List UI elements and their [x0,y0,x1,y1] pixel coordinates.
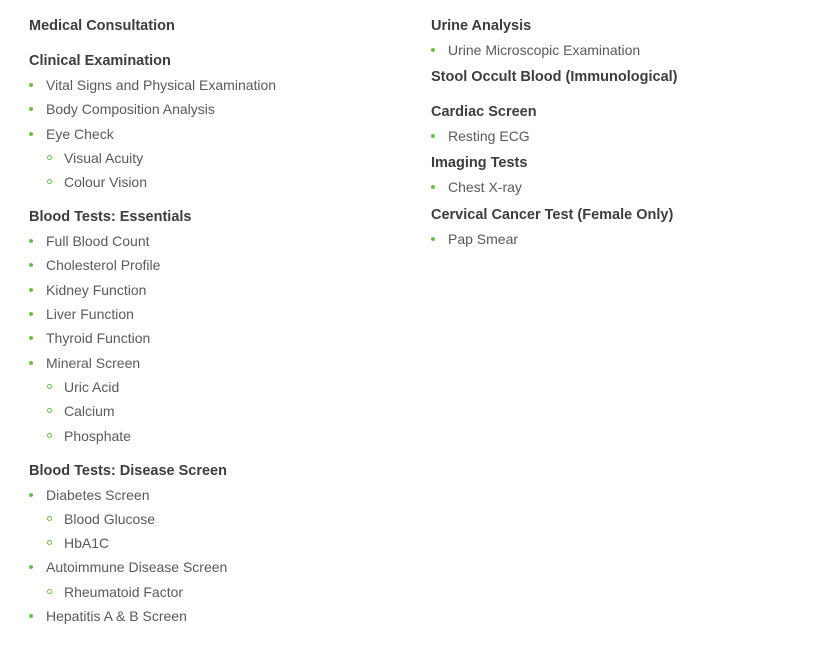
bullet-icon [431,185,435,189]
section-urine-analysis [431,16,801,60]
sub-list-item-label: Calcium [64,403,115,420]
sub-list-item-label: Uric Acid [64,378,120,395]
sub-list-item-label: Phosphate [64,427,131,444]
sub-item-list [47,148,399,192]
list-item [431,126,801,146]
sub-list-item [47,533,399,553]
section-title: Stool Occult Blood (Immunological) [431,69,678,85]
list-item-label: Body Composition Analysis [46,101,215,118]
list-item [29,606,399,626]
section-cervical-cancer-test-female-only [431,205,801,249]
item-list [431,229,801,249]
list-item [29,304,399,324]
sub-list-item [47,148,399,168]
section-title: Imaging Tests [431,155,528,171]
section-medical-consultation [29,16,399,36]
section-clinical-examination [29,51,399,192]
item-list [431,40,801,60]
sub-list-item [47,509,399,529]
list-item-label: Urine Microscopic Examination [448,42,641,58]
bullet-icon [29,312,33,316]
bullet-icon [29,239,33,243]
section-title: Medical Consultation [29,18,175,34]
hollow-bullet-icon [47,408,52,413]
bullet-icon [29,493,33,497]
hollow-bullet-icon [47,155,52,160]
sub-list-item [47,172,399,192]
sub-item-list [47,509,399,553]
hollow-bullet-icon [47,179,52,184]
bullet-icon [431,237,435,241]
list-item-label: Resting ECG [448,128,530,144]
sub-list-item [47,377,399,397]
list-item-label: Vital Signs and Physical Examination [46,77,277,93]
sub-list-item [47,401,399,421]
section-title: Blood Tests: Disease Screen [29,462,227,479]
list-item [431,40,801,60]
sub-list-item-label: Visual Acuity [64,149,144,166]
section-cardiac-screen [431,102,801,146]
item-list [431,126,801,146]
list-item [29,280,399,300]
bullet-icon [29,83,33,87]
list-item-label: Pap Smear [448,231,519,247]
list-item-label: Liver Function [46,306,134,323]
list-item-label: Eye Check [46,125,114,142]
list-item-label: Kidney Function [46,281,147,298]
sub-list-item-label: Blood Glucose [64,510,156,527]
bullet-icon [29,263,33,267]
list-item-label: Autoimmune Disease Screen [46,559,228,576]
right-column [431,16,801,253]
list-item [29,353,399,446]
sub-item-list [47,582,399,602]
list-item [29,557,399,601]
item-list [29,75,399,192]
list-item [431,229,801,249]
bullet-icon [29,107,33,111]
list-item [29,328,399,348]
section-title: Clinical Examination [29,53,171,69]
list-item [29,255,399,275]
list-item [29,124,399,193]
list-item [29,231,399,251]
hollow-bullet-icon [47,384,52,389]
item-list [29,485,399,626]
section-stool-occult-blood-immunological [431,67,801,87]
section-blood-tests-disease-screen [29,461,399,626]
bullet-icon [29,336,33,340]
hollow-bullet-icon [47,589,52,594]
item-list [29,231,399,445]
bullet-icon [431,48,435,52]
section-title: Blood Tests: Essentials [29,209,192,226]
list-item [29,75,399,95]
list-item [29,485,399,554]
bullet-icon [29,132,33,136]
list-item [29,99,399,119]
bullet-icon [29,361,33,365]
bullet-icon [29,565,33,569]
sub-list-item-label: HbA1C [64,535,110,552]
list-item-label: Hepatitis A & B Screen [46,608,187,625]
list-item-label: Diabetes Screen [46,486,150,503]
sub-item-list [47,377,399,446]
bullet-icon [29,288,33,292]
list-item-label: Full Blood Count [46,233,150,250]
item-list [431,177,801,197]
sub-list-item-label: Rheumatoid Factor [64,583,184,600]
list-item-label: Chest X-ray [448,179,522,195]
list-item-label: Cholesterol Profile [46,257,161,274]
sub-list-item [47,426,399,446]
hollow-bullet-icon [47,433,52,438]
sub-list-item-label: Colour Vision [64,174,148,191]
left-column [29,16,399,630]
bullet-icon [29,614,33,618]
bullet-icon [431,134,435,138]
section-title: Urine Analysis [431,18,532,34]
list-item-label: Thyroid Function [46,330,151,347]
list-item [431,177,801,197]
hollow-bullet-icon [47,516,52,521]
section-title: Cervical Cancer Test (Female Only) [431,207,674,223]
section-title: Cardiac Screen [431,104,537,120]
section-blood-tests-essentials [29,207,399,445]
hollow-bullet-icon [47,540,52,545]
list-item-label: Mineral Screen [46,354,141,371]
sub-list-item [47,582,399,602]
section-imaging-tests [431,153,801,197]
